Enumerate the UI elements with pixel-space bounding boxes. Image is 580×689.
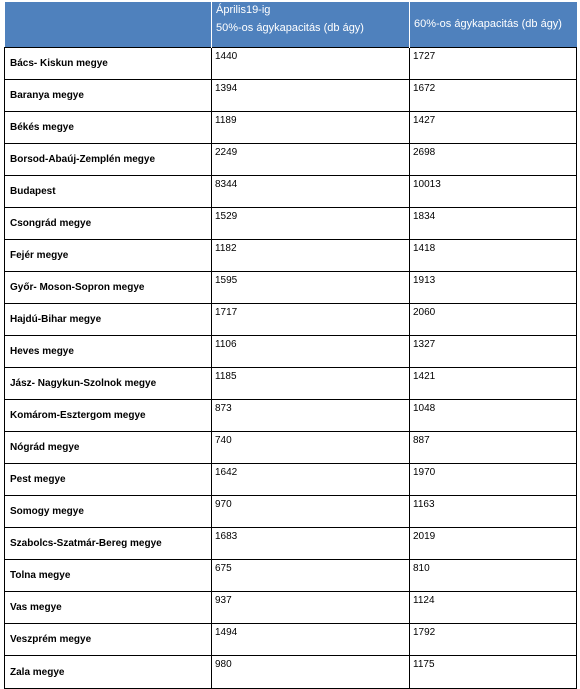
capacity-60-cell: 1163	[410, 496, 577, 528]
capacity-50-cell: 970	[212, 496, 410, 528]
table-row	[5, 144, 577, 176]
capacity-60-cell: 10013	[410, 176, 577, 208]
county-name-cell: Nógrád megye	[5, 432, 212, 464]
capacity-60-cell: 1792	[410, 624, 577, 656]
table-row	[5, 464, 577, 496]
capacity-50-cell: 2249	[212, 144, 410, 176]
capacity-60-cell: 1672	[410, 80, 577, 112]
table-row	[5, 400, 577, 432]
county-name-cell: Zala megye	[5, 656, 212, 689]
capacity-60-cell: 1970	[410, 464, 577, 496]
capacity-60-cell: 887	[410, 432, 577, 464]
capacity-60-cell: 1834	[410, 208, 577, 240]
table-body	[5, 48, 577, 689]
capacity-50-cell: 8344	[212, 176, 410, 208]
county-name-cell: Tolna megye	[5, 560, 212, 592]
table-row	[5, 176, 577, 208]
county-name-cell: Csongrád megye	[5, 208, 212, 240]
table-row	[5, 112, 577, 144]
capacity-50-cell: 1683	[212, 528, 410, 560]
header-county	[5, 2, 212, 48]
table-row	[5, 336, 577, 368]
capacity-50-cell: 1717	[212, 304, 410, 336]
capacity-50-cell: 740	[212, 432, 410, 464]
header-row	[5, 2, 577, 48]
table-header	[5, 2, 577, 48]
capacity-50-cell: 675	[212, 560, 410, 592]
capacity-50-cell: 1189	[212, 112, 410, 144]
capacity-50-cell: 1494	[212, 624, 410, 656]
table-row	[5, 624, 577, 656]
county-name-cell: Hajdú-Bihar megye	[5, 304, 212, 336]
table-row	[5, 656, 577, 689]
capacity-50-cell: 937	[212, 592, 410, 624]
capacity-50-cell: 1185	[212, 368, 410, 400]
capacity-60-cell: 2060	[410, 304, 577, 336]
capacity-60-cell: 2698	[410, 144, 577, 176]
capacity-50-cell: 873	[212, 400, 410, 432]
table-row	[5, 368, 577, 400]
header-capacity-60: 60%-os ágykapacitás (db ágy)	[410, 2, 577, 48]
capacity-60-cell: 810	[410, 560, 577, 592]
table-row	[5, 592, 577, 624]
table-row	[5, 272, 577, 304]
capacity-50-cell: 1595	[212, 272, 410, 304]
capacity-60-cell: 1327	[410, 336, 577, 368]
capacity-50-cell: 1529	[212, 208, 410, 240]
capacity-60-cell: 1418	[410, 240, 577, 272]
table-row	[5, 304, 577, 336]
county-name-cell: Békés megye	[5, 112, 212, 144]
capacity-60-cell: 1124	[410, 592, 577, 624]
table-row	[5, 560, 577, 592]
table-row	[5, 48, 577, 80]
header-capacity-50	[212, 2, 410, 48]
county-name-cell: Fejér megye	[5, 240, 212, 272]
county-name-cell: Komárom-Esztergom megye	[5, 400, 212, 432]
county-name-cell: Borsod-Abaúj-Zemplén megye	[5, 144, 212, 176]
county-name-cell: Jász- Nagykun-Szolnok megye	[5, 368, 212, 400]
table-row	[5, 208, 577, 240]
capacity-50-cell: 1182	[212, 240, 410, 272]
capacity-50-cell: 980	[212, 656, 410, 689]
header-capacity-50-label: 50%-os ágykapacitás (db ágy)	[216, 22, 364, 34]
capacity-60-cell: 1421	[410, 368, 577, 400]
table-row	[5, 240, 577, 272]
capacity-50-cell: 1642	[212, 464, 410, 496]
county-name-cell: Budapest	[5, 176, 212, 208]
capacity-60-cell: 2019	[410, 528, 577, 560]
bed-capacity-table	[4, 2, 577, 689]
capacity-60-cell: 1427	[410, 112, 577, 144]
county-name-cell: Bács- Kiskun megye	[5, 48, 212, 80]
capacity-50-cell: 1106	[212, 336, 410, 368]
table-row	[5, 432, 577, 464]
table-row	[5, 80, 577, 112]
table-row	[5, 496, 577, 528]
capacity-50-cell: 1440	[212, 48, 410, 80]
table-row	[5, 528, 577, 560]
capacity-60-cell: 1048	[410, 400, 577, 432]
header-capacity-50-date: Április19-ig	[216, 4, 271, 16]
capacity-60-cell: 1727	[410, 48, 577, 80]
county-name-cell: Pest megye	[5, 464, 212, 496]
county-name-cell: Veszprém megye	[5, 624, 212, 656]
county-name-cell: Baranya megye	[5, 80, 212, 112]
capacity-60-cell: 1175	[410, 656, 577, 689]
county-name-cell: Somogy megye	[5, 496, 212, 528]
county-name-cell: Győr- Moson-Sopron megye	[5, 272, 212, 304]
capacity-60-cell: 1913	[410, 272, 577, 304]
county-name-cell: Heves megye	[5, 336, 212, 368]
capacity-50-cell: 1394	[212, 80, 410, 112]
county-name-cell: Szabolcs-Szatmár-Bereg megye	[5, 528, 212, 560]
county-name-cell: Vas megye	[5, 592, 212, 624]
